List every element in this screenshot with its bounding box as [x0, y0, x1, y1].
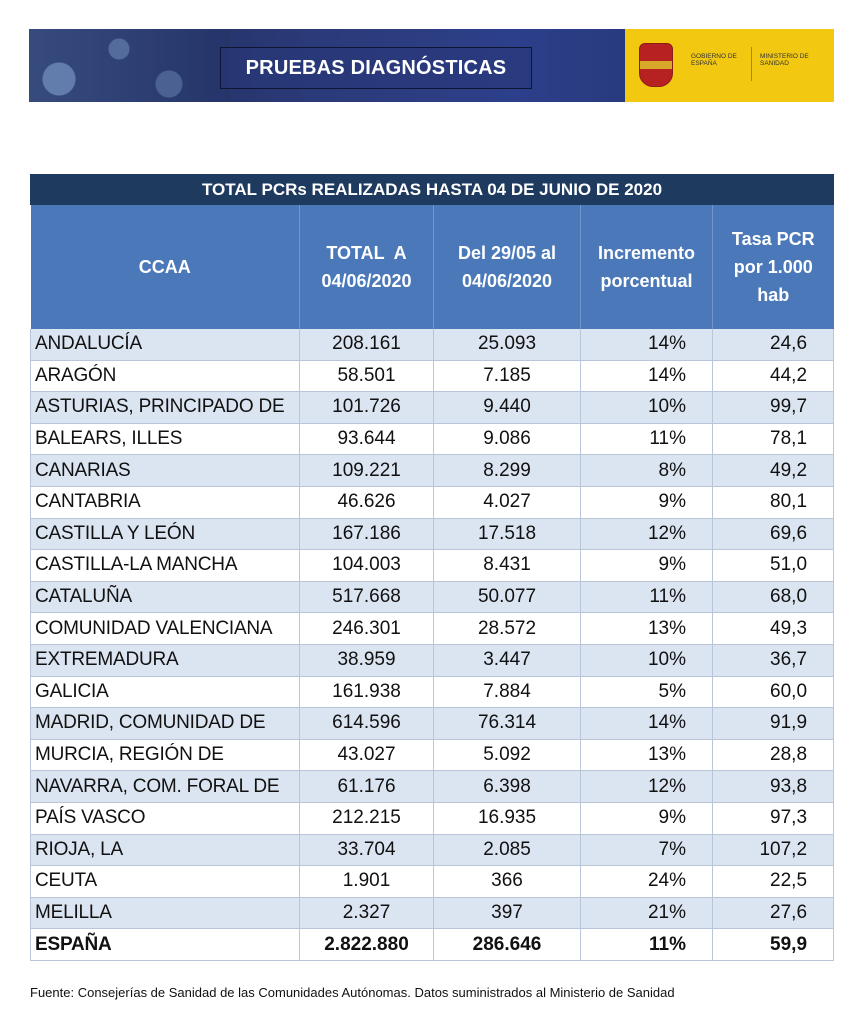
total-cell-increment: 11%	[581, 929, 713, 961]
table-row	[31, 486, 834, 518]
cell-ccaa: COMUNIDAD VALENCIANA	[31, 613, 300, 645]
cell-rate: 97,3	[713, 802, 834, 834]
cell-rate: 22,5	[713, 866, 834, 898]
cell-week: 6.398	[434, 771, 581, 803]
cell-increment: 9%	[581, 486, 713, 518]
cell-ccaa: NAVARRA, COM. FORAL DE	[31, 771, 300, 803]
cell-increment: 5%	[581, 676, 713, 708]
cell-total: 38.959	[300, 644, 434, 676]
table-row	[31, 644, 834, 676]
table-row	[31, 771, 834, 803]
cell-total: 43.027	[300, 739, 434, 771]
total-row	[31, 929, 834, 961]
cell-ccaa: EXTREMADURA	[31, 644, 300, 676]
cell-rate: 91,9	[713, 708, 834, 740]
cell-rate: 51,0	[713, 550, 834, 582]
cell-ccaa: ARAGÓN	[31, 360, 300, 392]
table-body	[31, 329, 834, 960]
cell-increment: 14%	[581, 360, 713, 392]
total-cell-total: 2.822.880	[300, 929, 434, 961]
table-caption: TOTAL PCRs REALIZADAS HASTA 04 DE JUNIO DE 2020	[31, 175, 834, 205]
cell-total: 101.726	[300, 392, 434, 424]
cell-rate: 24,6	[713, 329, 834, 360]
cell-rate: 49,2	[713, 455, 834, 487]
cell-week: 16.935	[434, 802, 581, 834]
cell-ccaa: MURCIA, REGIÓN DE	[31, 739, 300, 771]
table-row	[31, 802, 834, 834]
cell-week: 5.092	[434, 739, 581, 771]
cell-total: 517.668	[300, 581, 434, 613]
cell-ccaa: CANTABRIA	[31, 486, 300, 518]
cell-ccaa: CASTILLA-LA MANCHA	[31, 550, 300, 582]
cell-week: 50.077	[434, 581, 581, 613]
header-week	[434, 205, 581, 330]
cell-total: 161.938	[300, 676, 434, 708]
header-banner	[29, 29, 834, 102]
table-row	[31, 897, 834, 929]
cell-total: 246.301	[300, 613, 434, 645]
virus-illustration	[29, 29, 229, 102]
cell-total: 167.186	[300, 518, 434, 550]
cell-rate: 36,7	[713, 644, 834, 676]
table-row	[31, 455, 834, 487]
table-row	[31, 518, 834, 550]
table-row	[31, 550, 834, 582]
government-label: GOBIERNO DE ESPAÑA	[691, 53, 737, 67]
cell-increment: 11%	[581, 581, 713, 613]
cell-ccaa: MELILLA	[31, 897, 300, 929]
cell-ccaa: CATALUÑA	[31, 581, 300, 613]
table-row	[31, 866, 834, 898]
cell-week: 9.440	[434, 392, 581, 424]
cell-rate: 44,2	[713, 360, 834, 392]
cell-week: 3.447	[434, 644, 581, 676]
table-row	[31, 581, 834, 613]
table-row	[31, 676, 834, 708]
cell-increment: 14%	[581, 329, 713, 360]
cell-week: 25.093	[434, 329, 581, 360]
header-rate	[713, 205, 834, 330]
cell-increment: 10%	[581, 644, 713, 676]
cell-week: 366	[434, 866, 581, 898]
cell-ccaa: GALICIA	[31, 676, 300, 708]
table-row	[31, 739, 834, 771]
cell-total: 208.161	[300, 329, 434, 360]
table-row	[31, 423, 834, 455]
cell-rate: 78,1	[713, 423, 834, 455]
cell-total: 46.626	[300, 486, 434, 518]
cell-week: 8.299	[434, 455, 581, 487]
cell-total: 93.644	[300, 423, 434, 455]
cell-week: 8.431	[434, 550, 581, 582]
cell-increment: 11%	[581, 423, 713, 455]
cell-total: 212.215	[300, 802, 434, 834]
cell-ccaa: CEUTA	[31, 866, 300, 898]
cell-increment: 10%	[581, 392, 713, 424]
table-row	[31, 708, 834, 740]
coat-of-arms-icon	[639, 43, 673, 87]
pcr-table	[30, 174, 834, 961]
cell-rate: 60,0	[713, 676, 834, 708]
total-cell-week: 286.646	[434, 929, 581, 961]
total-cell-rate: 59,9	[713, 929, 834, 961]
cell-week: 2.085	[434, 834, 581, 866]
cell-increment: 12%	[581, 518, 713, 550]
header-week-line1: Del 29/05 al	[457, 243, 557, 263]
cell-increment: 14%	[581, 708, 713, 740]
cell-week: 76.314	[434, 708, 581, 740]
cell-increment: 24%	[581, 866, 713, 898]
ministry-label: MINISTERIO DE SANIDAD	[760, 53, 809, 67]
header-inc-line2: porcentual	[600, 271, 693, 291]
header-week-line2: 04/06/2020	[461, 271, 553, 291]
header-rate-line3: hab	[757, 285, 790, 305]
table-caption-row	[31, 175, 834, 205]
table-row	[31, 392, 834, 424]
cell-total: 61.176	[300, 771, 434, 803]
cell-rate: 68,0	[713, 581, 834, 613]
table-row	[31, 360, 834, 392]
cell-increment: 21%	[581, 897, 713, 929]
cell-week: 7.185	[434, 360, 581, 392]
cell-increment: 12%	[581, 771, 713, 803]
cell-increment: 9%	[581, 802, 713, 834]
cell-rate: 93,8	[713, 771, 834, 803]
header-rate-line2: por 1.000	[733, 257, 813, 277]
cell-increment: 9%	[581, 550, 713, 582]
cell-week: 4.027	[434, 486, 581, 518]
table-header-row	[31, 205, 834, 330]
header-ccaa: CCAA	[31, 205, 300, 330]
government-logo	[625, 29, 834, 102]
cell-rate: 69,6	[713, 518, 834, 550]
cell-rate: 107,2	[713, 834, 834, 866]
header-total-line2: 04/06/2020	[321, 271, 412, 291]
cell-week: 9.086	[434, 423, 581, 455]
total-cell-ccaa: ESPAÑA	[31, 929, 300, 961]
banner-title-box	[220, 47, 532, 89]
cell-total: 104.003	[300, 550, 434, 582]
cell-week: 28.572	[434, 613, 581, 645]
cell-week: 17.518	[434, 518, 581, 550]
cell-ccaa: BALEARS, ILLES	[31, 423, 300, 455]
cell-ccaa: MADRID, COMUNIDAD DE	[31, 708, 300, 740]
logo-divider	[751, 47, 752, 81]
table-row	[31, 329, 834, 360]
banner-title: PRUEBAS DIAGNÓSTICAS	[245, 56, 507, 79]
cell-increment: 13%	[581, 739, 713, 771]
cell-total: 58.501	[300, 360, 434, 392]
cell-rate: 49,3	[713, 613, 834, 645]
cell-rate: 28,8	[713, 739, 834, 771]
header-total-line1: TOTAL A	[326, 243, 407, 263]
cell-ccaa: RIOJA, LA	[31, 834, 300, 866]
cell-ccaa: PAÍS VASCO	[31, 802, 300, 834]
cell-ccaa: ASTURIAS, PRINCIPADO DE	[31, 392, 300, 424]
cell-rate: 80,1	[713, 486, 834, 518]
cell-total: 109.221	[300, 455, 434, 487]
pcr-table-container	[30, 174, 833, 961]
cell-week: 397	[434, 897, 581, 929]
cell-increment: 7%	[581, 834, 713, 866]
cell-rate: 27,6	[713, 897, 834, 929]
cell-ccaa: ANDALUCÍA	[31, 329, 300, 360]
header-inc-line1: Incremento	[597, 243, 696, 263]
cell-ccaa: CANARIAS	[31, 455, 300, 487]
source-footnote: Fuente: Consejerías de Sanidad de las Comunidades Autónomas. Datos suministrados al Ministerio de Sanidad	[30, 985, 675, 1000]
cell-total: 2.327	[300, 897, 434, 929]
cell-ccaa: CASTILLA Y LEÓN	[31, 518, 300, 550]
cell-increment: 8%	[581, 455, 713, 487]
table-row	[31, 613, 834, 645]
table-row	[31, 834, 834, 866]
cell-total: 1.901	[300, 866, 434, 898]
header-rate-line1: Tasa PCR	[731, 229, 815, 249]
cell-total: 33.704	[300, 834, 434, 866]
cell-increment: 13%	[581, 613, 713, 645]
header-increment	[581, 205, 713, 330]
header-total	[300, 205, 434, 330]
cell-week: 7.884	[434, 676, 581, 708]
cell-total: 614.596	[300, 708, 434, 740]
cell-rate: 99,7	[713, 392, 834, 424]
